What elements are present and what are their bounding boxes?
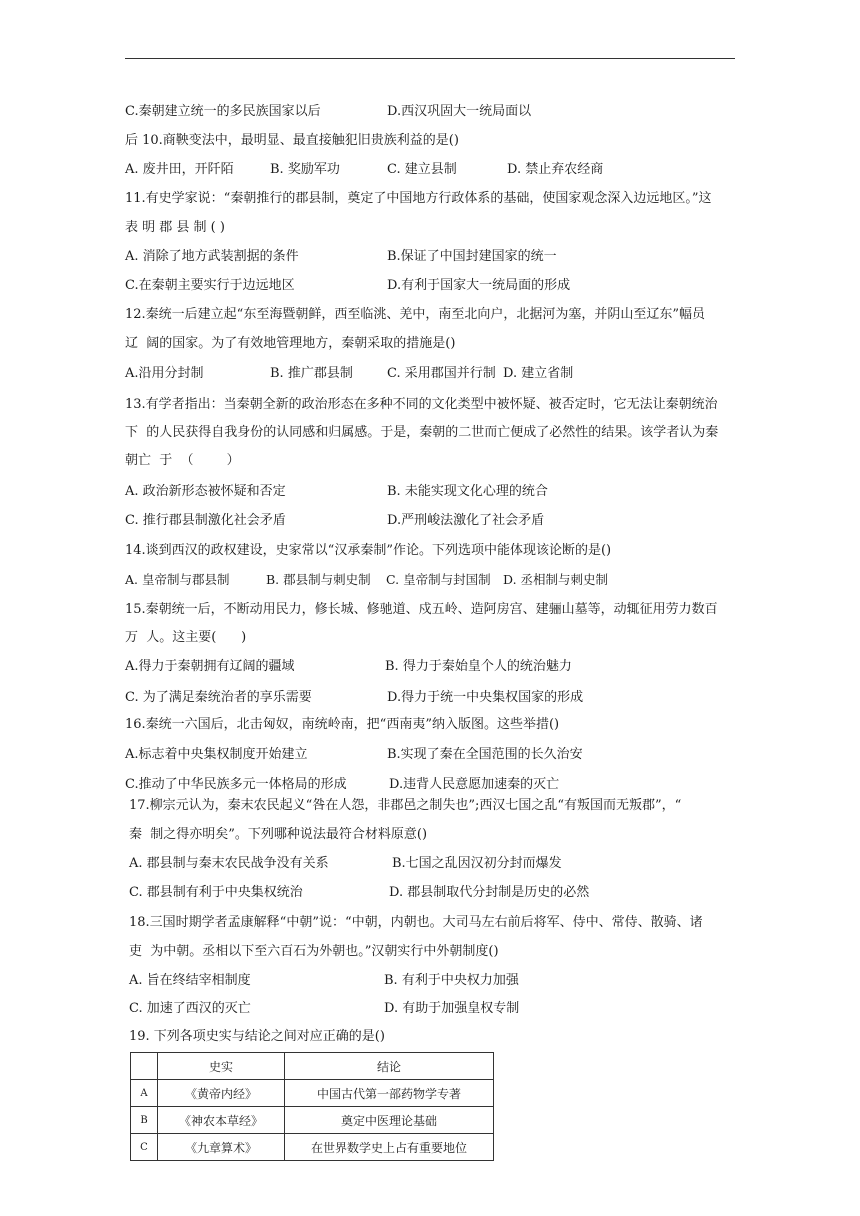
q15-option-b: B. 得力于秦始皇个人的统治魅力 [385, 659, 572, 674]
q18-stem-2: 吏 为中朝。丞相以下至六百石为外朝也。”汉朝实行中外朝制度() [129, 944, 499, 959]
q13-stem-1: 13.有学者指出：当秦朝全新的政治形态在多种不同的文化类型中被怀疑、被否定时，它无法让秦朝统治 [125, 397, 718, 412]
q18-option-c: C. 加速了西汉的灭亡 [129, 1001, 251, 1016]
q14-stem: 14.谈到西汉的政权建设，史家常以“汉承秦制”作论。下列选项中能体现该论断的是() [125, 543, 612, 558]
q10-option-d: D. 禁止弃农经商 [507, 162, 604, 177]
q11-option-a: A. 消除了地方武装割据的条件 [125, 249, 299, 264]
q15-option-d: D.得力于统一中央集权国家的形成 [387, 690, 584, 705]
table-cell: 《黄帝内经》 [158, 1080, 285, 1107]
q11-option-c: C.在秦朝主要实行于边远地区 [125, 278, 295, 293]
header-rule [125, 58, 735, 59]
table-cell: 《九章算术》 [158, 1134, 285, 1161]
q16-option-a: A.标志着中央集权制度开始建立 [125, 747, 308, 762]
q10-option-c: C. 建立县制 [387, 162, 457, 177]
q12-option-c: C. 采用郡国并行制 [387, 366, 496, 381]
q13-option-d: D.严刑峻法激化了社会矛盾 [387, 513, 545, 528]
q17-option-b: B.七国之乱因汉初分封而爆发 [392, 856, 562, 871]
table-cell: C [131, 1134, 158, 1161]
q13-stem-3: 朝亡 于 （ ） [125, 453, 240, 468]
q16-option-b: B.实现了秦在全国范围的长久治安 [387, 747, 583, 762]
q15-option-a: A.得力于秦朝拥有辽阔的疆域 [125, 659, 295, 674]
q14-option-d: D. 丞相制与刺史制 [503, 572, 609, 587]
q18-stem-1: 18.三国时期学者孟康解释“中朝”说：“中朝，内朝也。大司马左右前后将军、侍中、常侍、散骑、诸 [129, 915, 703, 930]
table-header-row [131, 1053, 494, 1080]
q10-option-b: B. 奖励军功 [270, 162, 340, 177]
q9-option-c: C.秦朝建立统一的多民族国家以后 [125, 104, 321, 119]
table-header-cell: 史实 [158, 1053, 285, 1080]
q12-stem-2: 辽 阔的国家。为了有效地管理地方，秦朝采取的措施是() [125, 336, 456, 351]
q19-stem: 19. 下列各项史实与结论之间对应正确的是() [129, 1029, 385, 1044]
table-row [131, 1134, 494, 1161]
table-cell: 《神农本草经》 [158, 1107, 285, 1134]
q13-option-c: C. 推行郡县制激化社会矛盾 [125, 513, 286, 528]
q18-option-d: D. 有助于加强皇权专制 [384, 1001, 520, 1016]
q15-stem-2: 万 人。这主要( ) [125, 630, 247, 645]
q17-stem-1: 17.柳宗元认为，秦末农民起义“咎在人怨，非郡邑之制失也”;西汉七国之乱“有叛国而无叛郡”，“ [129, 798, 682, 813]
q11-stem-1: 11.有史学家说：“秦朝推行的郡县制，奠定了中国地方行政体系的基础，使国家观念深入边远地区。”这 [125, 191, 712, 206]
q11-stem-2: 表 明 郡 县 制 ( ) [125, 220, 225, 235]
q12-option-a: A.沿用分封制 [125, 366, 204, 381]
table-cell: 奠定中医理论基础 [285, 1107, 494, 1134]
q18-option-a: A. 旨在终结宰相制度 [129, 973, 251, 988]
q16-stem: 16.秦统一六国后，北击匈奴，南统岭南，把“西南夷”纳入版图。这些举措() [125, 717, 560, 732]
q11-option-d: D.有利于国家大一统局面的形成 [387, 278, 571, 293]
q17-option-c: C. 郡县制有利于中央集权统治 [129, 885, 303, 900]
q14-option-a: A. 皇帝制与郡县制 [125, 572, 230, 587]
q16-option-c: C.推动了中华民族多元一体格局的形成 [125, 777, 347, 792]
q14-option-b: B. 郡县制与刺史制 [266, 572, 371, 587]
q10-option-a: A. 废井田，开阡陌 [125, 162, 234, 177]
q13-option-b: B. 未能实现文化心理的统合 [387, 484, 548, 499]
q13-stem-2: 下 的人民获得自我身份的认同感和归属感。于是，秦朝的二世而亡便成了必然性的结果。该学者认为秦 [125, 425, 719, 440]
q10-stem: 后 10.商鞅变法中，最明显、最直接触犯旧贵族利益的是() [125, 133, 459, 148]
table-row [131, 1107, 494, 1134]
table-row [131, 1080, 494, 1107]
q12-option-d: D. 建立省制 [503, 366, 574, 381]
table-cell: A [131, 1080, 158, 1107]
q16-option-d: D.违背人民意愿加速秦的灭亡 [389, 777, 560, 792]
q14-option-c: C. 皇帝制与封国制 [386, 572, 491, 587]
q12-stem-1: 12.秦统一后建立起“东至海暨朝鲜，西至临洮、羌中，南至北向户，北据河为塞，并阴山至辽东”幅员 [125, 307, 705, 322]
q19-table [130, 1052, 494, 1161]
q11-option-b: B.保证了中国封建国家的统一 [387, 249, 557, 264]
table-cell: B [131, 1107, 158, 1134]
q17-option-d: D. 郡县制取代分封制是历史的必然 [389, 885, 590, 900]
q17-option-a: A. 郡县制与秦末农民战争没有关系 [129, 856, 329, 871]
q12-option-b: B. 推广郡县制 [270, 366, 353, 381]
q9-option-d: D.西汉巩固大一统局面以 [387, 104, 532, 119]
q18-option-b: B. 有利于中央权力加强 [384, 973, 519, 988]
q15-option-c: C. 为了满足秦统治者的享乐需要 [125, 690, 312, 705]
q15-stem-1: 15.秦朝统一后，不断动用民力，修长城、修驰道、戍五岭、造阿房宫、建骊山墓等，动辄征用劳力数百 [125, 602, 718, 617]
table-cell: 在世界数学史上占有重要地位 [285, 1134, 494, 1161]
table-header-cell: 结论 [285, 1053, 494, 1080]
table-header-cell [131, 1053, 158, 1080]
q13-option-a: A. 政治新形态被怀疑和否定 [125, 484, 286, 499]
q17-stem-2: 秦 制之得亦明矣”。下列哪种说法最符合材料原意() [129, 827, 428, 842]
table-cell: 中国古代第一部药物学专著 [285, 1080, 494, 1107]
